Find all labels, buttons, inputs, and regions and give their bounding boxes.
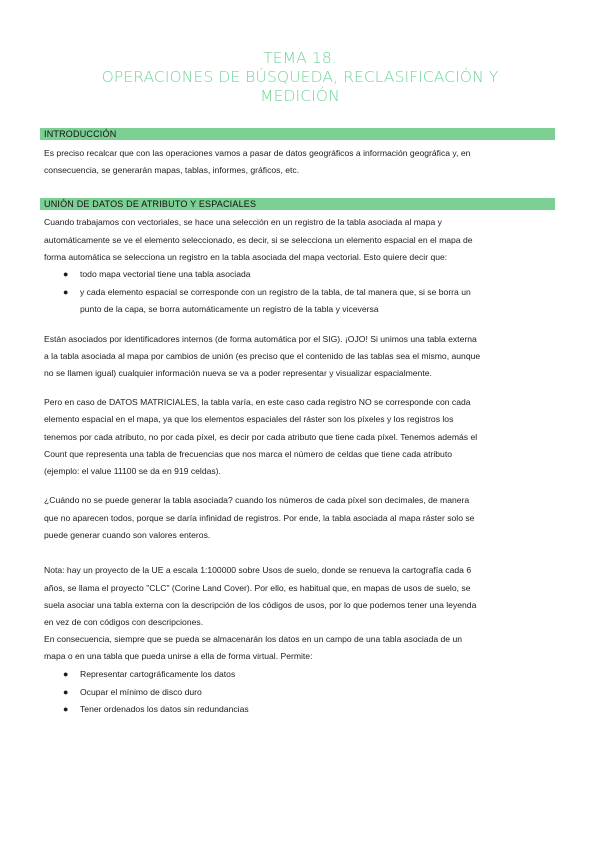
paragraph-line: no se llamen igual) cualquier información nueva se va a poder representar y visualizar espacialmente.: [44, 368, 432, 378]
paragraph-line: Cuando trabajamos con vectoriales, se hace una selección en un registro de la tabla asociada al mapa y: [44, 217, 442, 227]
paragraph-line: Count que representa una tabla de frecuencias que nos marca el número de celdas que tiene cada atributo: [44, 449, 452, 459]
title-line-3: MEDICIÓN: [260, 87, 340, 105]
intro-line: consecuencia, se generarán mapas, tablas, informes, gráficos, etc.: [44, 165, 300, 175]
paragraph-line: puede generar cuando son valores enteros.: [44, 530, 211, 540]
section-heading-intro-text: INTRODUCCIÓN: [44, 129, 117, 139]
paragraph-line: En consecuencia, siempre que se pueda se almacenarán los datos en un campo de una tabla asociada de un: [44, 634, 463, 644]
bullet-dot: ●: [63, 287, 69, 297]
bullet-item: Representar cartográficamente los datos: [80, 669, 236, 679]
paragraph-line: en vez de con códigos con descripciones.: [44, 617, 204, 627]
title-line-1: TEMA 18.: [263, 49, 337, 67]
bullet-dot: ●: [63, 269, 69, 279]
paragraph-line: (ejemplo: el value 11100 se da en 919 celdas).: [44, 466, 221, 476]
paragraph-line: a la tabla asociada al mapa por cambios de unión (es preciso que el contenido de las tablas sea el mismo, aunque: [44, 351, 481, 361]
section-heading-union: [40, 198, 555, 210]
paragraph-line: Pero en caso de DATOS MATRICIALES, la tabla varía, en este caso cada registro NO se corresponde con cada: [44, 397, 471, 407]
title-line-2: OPERACIONES DE BÚSQUEDA, RECLASIFICACIÓN Y: [101, 68, 499, 86]
intro-line: Es preciso recalcar que con las operaciones vamos a pasar de datos geográficos a información geográfica y, en: [44, 148, 471, 158]
bullet-dot: ●: [63, 669, 69, 679]
paragraph-line: Están asociados por identificadores internos (de forma automática por el SIG). ¡OJO! Si unimos una tabla externa: [44, 334, 477, 344]
paragraph-line: ¿Cuándo no se puede generar la tabla asociada? cuando los números de cada píxel son decimales, de manera: [44, 495, 470, 505]
bullet-item: Tener ordenados los datos sin redundancias: [80, 704, 249, 714]
paragraph-line: que no aparecen todos, porque se daría infinidad de registros. Por ende, la tabla asociada al mapa ráster solo se: [44, 513, 475, 523]
paragraph-line: Nota: hay un proyecto de la UE a escala 1:100000 sobre Usos de suelo, donde se renueva la cartografía cada 6: [44, 565, 472, 575]
paragraph-line: forma automática se selecciona un registro en la tabla asociada del mapa vectorial. Esto quiere decir que:: [44, 252, 448, 262]
bullet-item-continuation: punto de la capa, se borra automáticamente un registro de la tabla y viceversa: [80, 304, 379, 314]
section-heading-union-text: UNIÓN DE DATOS DE ATRIBUTO Y ESPACIALES: [44, 199, 257, 209]
page-title: [40, 49, 560, 106]
section-heading-intro: [40, 128, 555, 140]
paragraph-line: años, se llama el proyecto "CLC" (Corine Land Cover). Por ello, es habitual que, en mapas de usos de suelo, se: [44, 583, 471, 593]
bullet-dot: ●: [63, 704, 69, 714]
paragraph-line: elemento espacial en el mapa, ya que los elementos espaciales del ráster son los píxeles y los registros los: [44, 414, 454, 424]
paragraph-line: tenemos por cada atributo, no por cada píxel, es decir por cada atributo que tiene cada píxel. Tenemos además el: [44, 432, 478, 442]
paragraph-line: suela asociar una tabla externa con la descripción de los códigos de usos, por lo que podemos tener una leyenda: [44, 600, 477, 610]
paragraph-line: mapa o en una tabla que pueda unirse a ella de forma virtual. Permite:: [44, 651, 313, 661]
bullet-item: todo mapa vectorial tiene una tabla asociada: [80, 269, 251, 279]
bullet-item: y cada elemento espacial se corresponde con un registro de la tabla, de tal manera que, si se borra un: [80, 287, 471, 297]
paragraph-line: automáticamente se ve el elemento seleccionado, es decir, si se selecciona un elemento espacial en el mapa de: [44, 235, 473, 245]
bullet-item: Ocupar el mínimo de disco duro: [80, 687, 202, 697]
bullet-dot: ●: [63, 687, 69, 697]
